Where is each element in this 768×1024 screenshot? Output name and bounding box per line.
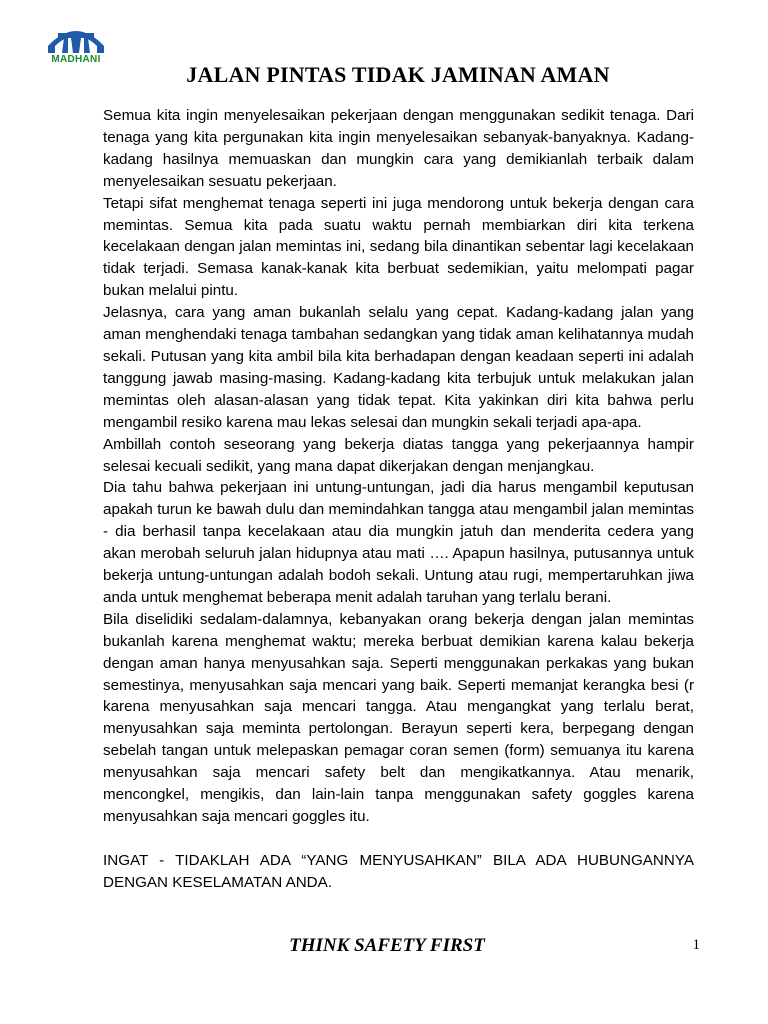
document-title: JALAN PINTAS TIDAK JAMINAN AMAN — [186, 62, 610, 87]
document-body — [103, 105, 694, 894]
reminder-paragraph: INGAT - TIDAKLAH ADA “YANG MENYUSAHKAN” BILA ADA HUBUNGANNYA DENGAN KESELAMATAN ANDA. — [103, 851, 694, 891]
paragraph-2: Tetapi sifat menghemat tenaga seperti ini juga mendorong untuk bekerja dengan cara memintas. Semua kita pada suatu waktu pernah membiarkan diri kita terkena kecelakaan dengan jalan memintas ini, sedang bila dinantikan sebentar lagi kecelakaan tidak terjadi. Semasa kanak-kanak kita berbuat sedemikian, yaitu melompati pagar bukan melalui pintu. — [103, 194, 694, 300]
paragraph-3: Jelasnya, cara yang aman bukanlah selalu yang cepat. Kadang-kadang jalan yang aman menghendaki tenaga tambahan sedangkan yang tidak aman kelihatannya mudah sekali. Putusan yang kita ambil bila kita berhadapan dengan keadaan seperti ini adalah tanggung jawab masing-masing. Kadang-kadang kita terbujuk untuk melakukan jalan memintas oleh alasan-alasan yang tidak tepat. Kita yakinkan diri kita bahwa perlu mengambil resiko karena mau lekas selesai dan mungkin sekali terjadi apa-apa. — [103, 304, 694, 431]
logo-text: MADHANI — [51, 54, 101, 65]
footer-slogan: THINK SAFETY FIRST — [289, 935, 485, 956]
paragraph-5: Dia tahu bahwa pekerjaan ini untung-untungan, jadi dia harus mengambil keputusan apakah turun ke bawah dulu dan memindahkan tangga atau mengambil jalan memintas - dia berhasil tanpa kecelakaan atau dia mungkin jatuh dan menderita cedera yang akan merobah seluruh jalan hidupnya atau mati …. Apapun hasilnya, putusannya untuk bekerja untung-untungan adalah bodoh sekali. Untung atau rugi, mempertaruhkan jiwa anda untuk menghemat beberapa menit adalah taruhan yang terlalu berani. — [103, 479, 694, 606]
paragraph-4: Ambillah contoh seseorang yang bekerja diatas tangga yang pekerjaannya hampir selesai kecuali sedikit, yang mana dapat dikerjakan dengan menjangkau. — [103, 435, 694, 475]
madhani-logo-icon — [44, 22, 108, 54]
paragraph-1: Semua kita ingin menyelesaikan pekerjaan dengan menggunakan sedikit tenaga. Dari tenaga yang kita pergunakan kita ingin menyelesaikan sebanyak-banyaknya. Kadang-kadang hasilnya memuaskan dan mungkin cara yang demikianlah terbaik dalam menyelesaikan sesuatu pekerjaan. — [103, 107, 694, 190]
page-number: 1 — [692, 937, 700, 953]
paragraph-6: Bila diselidiki sedalam-dalamnya, kebanyakan orang bekerja dengan jalan memintas bukanlah karena menghemat waktu; mereka berbuat demikian karena kalau bekerja dengan aman hanya menyusahkan saja. Seperti menggunakan perkakas yang bukan semestinya, menyusahkan saja mencari yang baik. Seperti memanjat kerangka besi (r karena menyusahkan saja mencari tangga. Atau mengangkat yang terlalu berat, menyusahkan saja meminta pertolongan. Berayun seperti kera, berpegang dengan sebelah tangan untuk melepaskan pemagar coran semen (form) semuanya itu karena menyusahkan saja mencari safety belt dan mengikatkannya. Atau menarik, mencongkel, mengikis, dan lain-lain tanpa menggunakan safety goggles karena menyusahkan saja mencari goggles itu. — [103, 610, 694, 825]
